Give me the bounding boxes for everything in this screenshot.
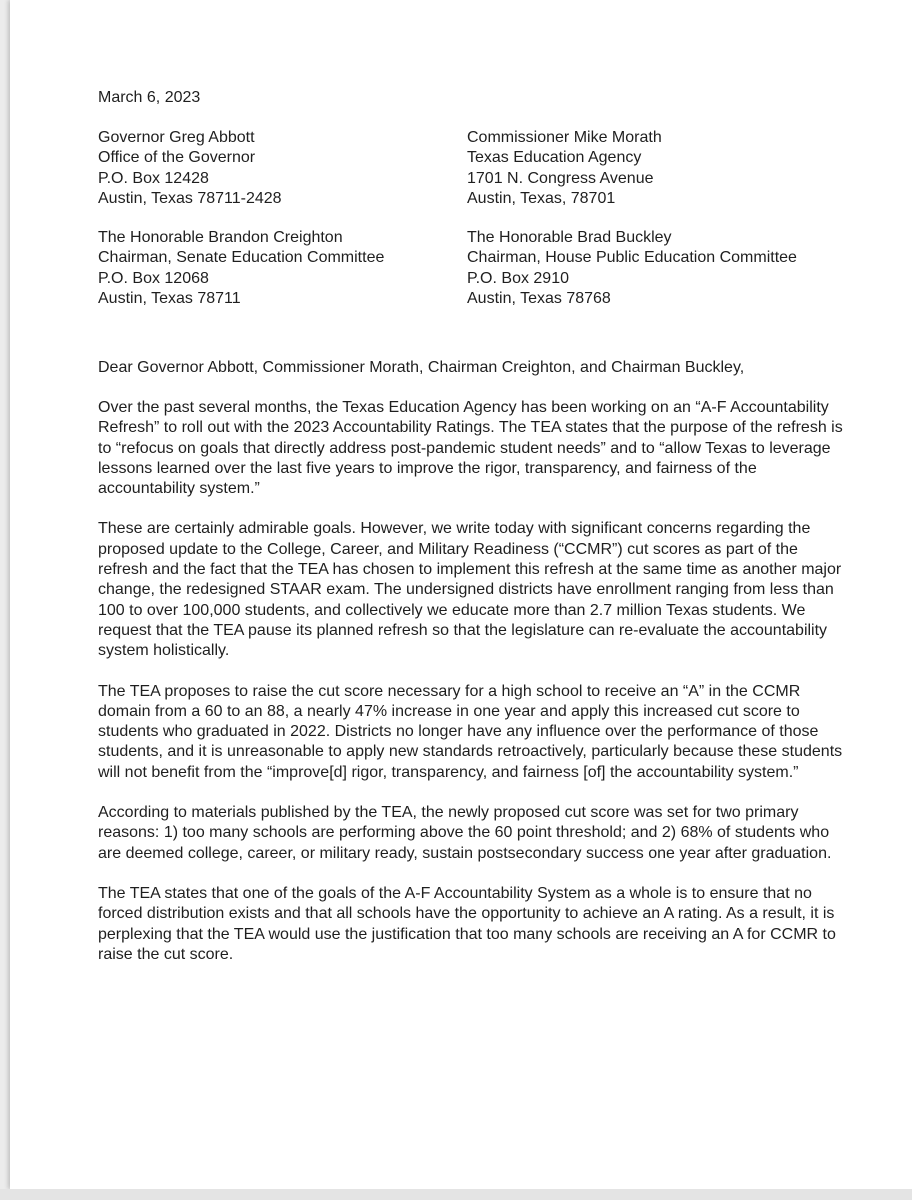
recipient-address-block — [98, 128, 282, 209]
recipient-address: P.O. Box 12428 — [98, 169, 209, 187]
letter-date: March 6, 2023 — [98, 89, 201, 106]
recipient-city: Austin, Texas, 78701 — [467, 189, 616, 207]
letter-body — [98, 398, 843, 985]
recipient-name: Governor Greg Abbott — [98, 129, 255, 146]
recipient-city: Austin, Texas 78768 — [467, 289, 611, 307]
salutation: Dear Governor Abbott, Commissioner Morath, Chairman Creighton, and Chairman Buckley, — [98, 359, 745, 376]
body-paragraph: The TEA proposes to raise the cut score necessary for a high school to receive an “A” in the CCMR domain from a 60 to an 88, a nearly 47% increase in one year and apply this increased cut score to students who graduated in 2022. Districts no longer have any influence over the performance of those students, and it is unreasonable to apply new standards retroactively, particularly because these students will not benefit from the “improve[d] rigor, transparency, and fairness [of] the accountability system.” — [98, 682, 843, 781]
recipient-address-block — [98, 228, 384, 309]
recipient-name: Commissioner Mike Morath — [467, 129, 662, 146]
recipient-city: Austin, Texas 78711-2428 — [98, 189, 282, 207]
recipient-address: P.O. Box 12068 — [98, 269, 209, 287]
recipient-address: P.O. Box 2910 — [467, 269, 569, 287]
recipient-title: Office of the Governor — [98, 149, 256, 167]
recipient-city: Austin, Texas 78711 — [98, 289, 241, 307]
body-paragraph: Over the past several months, the Texas Education Agency has been working on an “A-F Accountability Refresh” to roll out with the 2023 Accountability Ratings. The TEA states that the purpose of the refresh is to “refocus on goals that directly address post-pandemic student needs” and to “allow Texas to leverage lessons learned over the last five years to improve the rigor, transparency, and fairness of the accountability system.” — [98, 399, 843, 498]
recipient-address: 1701 N. Congress Avenue — [467, 169, 654, 187]
recipient-name: The Honorable Brad Buckley — [467, 229, 672, 246]
recipient-address-block — [467, 228, 797, 309]
body-paragraph: The TEA states that one of the goals of the A-F Accountability System as a whole is to ensure that no forced distribution exists and that all schools have the opportunity to achieve an A rating. As a result, it is perplexing that the TEA would use the justification that too many schools are receiving an A for CCMR to raise the cut score. — [98, 884, 836, 963]
recipient-title: Chairman, House Public Education Committee — [467, 249, 797, 267]
recipient-name: The Honorable Brandon Creighton — [98, 229, 343, 246]
recipient-title: Chairman, Senate Education Committee — [98, 249, 385, 267]
page-bottom-edge — [0, 1189, 912, 1200]
body-paragraph: These are certainly admirable goals. However, we write today with significant concerns regarding the proposed update to the College, Career, and Military Readiness (“CCMR”) cut scores as part of the refresh and the fact that the TEA has chosen to implement this refresh at the same time as another major change, the redesigned STAAR exam. The undersigned districts have enrollment ranging from less than 100 to over 100,000 students, and collectively we educate more than 2.7 million Texas students. We request that the TEA pause its planned refresh so that the legislature can re-evaluate the accountability system holistically. — [98, 520, 842, 660]
recipient-address-block — [467, 128, 662, 209]
letter-page — [10, 0, 912, 1189]
body-paragraph: According to materials published by the TEA, the newly proposed cut score was set for two primary reasons: 1) too many schools are performing above the 60 point threshold; and 2) 68% of students who are deemed college, career, or military ready, sustain postsecondary success one year after graduation. — [98, 804, 832, 862]
recipient-title: Texas Education Agency — [467, 149, 642, 167]
